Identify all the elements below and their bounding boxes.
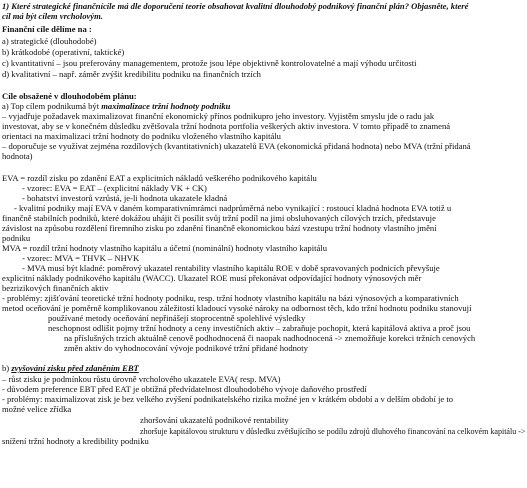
goal-item: a) strategické (dlouhodobé) bbox=[2, 36, 97, 46]
goal-b-emphasis: zvyšování zisku před zdaněním EBT bbox=[11, 363, 139, 373]
mva-sub-item: změn aktiv do vyhodnocování vývoje podnikové tržní přidané hodnoty bbox=[64, 343, 308, 353]
goal-b-line: – růst zisku je podmínkou růstu úrovně vrcholového ukazatele EVA( resp. MVA) bbox=[2, 374, 281, 384]
eva-interpretation-line: - kvalitní podniky mají EVA v daném komparativnímrámci nadprůměrná nebo vynikající : rostoucí kladná hodnota EVA totiž u bbox=[14, 203, 452, 213]
eva-definition: EVA = rozdíl zisku po zdanění EAT a explicitních nákladů veškerého podnikového kapitálu bbox=[2, 173, 317, 183]
goal-item: c) kvantitativní – jsou preferovány managementem, protože jsou lépe objektivně kontrolovatelné a mají výhodu určitosti bbox=[2, 58, 417, 68]
mva-problems-line: metod oceňování je poměrně komplikovanou záležitostí kladoucí vysoké nároky na odbornost těch, kdo tržní hodnotu podniku stanovují bbox=[2, 303, 472, 313]
goal-b-sub-item: zhoršuje kapitálovou strukturu v důsledku zvětšujícího se podílu zdrojů dluhového financování na celkovém kapitálu -> bbox=[140, 426, 526, 436]
mva-positive-line: bezrizikových finančních aktiv bbox=[2, 283, 109, 293]
goal-a-line: orientaci na maximalizaci tržní hodnoty do podniku vloženého vlastního kapitálu bbox=[2, 131, 281, 141]
goal-a-line: hodnota) bbox=[2, 151, 33, 161]
mva-positive-line: explicitní náklady podnikového kapitálu (WACC). Ukazatel ROE musí překonávat odpovídající hodnoty výnosových měr bbox=[2, 273, 422, 283]
goal-b-line: - důvodem preference EBT před EAT je obtížná předvídatelnost dlouhodobého vývoje daňového prostředí bbox=[2, 384, 367, 394]
eva-note: - bohatství investorů vzrůstá, je-li hodnota ukazatele kladná bbox=[22, 193, 228, 203]
mva-sub-item: neschopnost odlišit pojmy tržní hodnoty a ceny investičních aktiv – zabraňuje pochopit, která kapitálová aktiva a proč jsou bbox=[48, 323, 471, 333]
eva-interpretation-line: finančně stabilních podniků, které dokážou uhájit či posílit svůj tržní podíl na jimi obsluhovaných cílových trzích, představuje bbox=[2, 213, 436, 223]
mva-sub-item: používané metody oceňování nepřinášejí stoprocentně spolehlivé výsledky bbox=[48, 313, 306, 323]
goal-b-sub-item: zhoršování ukazatelů podnikové rentability bbox=[140, 415, 289, 425]
mva-positive-line: - MVA musí být kladné: poměrový ukazatel rentability vlastního kapitálu ROE v době spravovaných podnicích převyšuje bbox=[22, 263, 440, 273]
goal-b-prefix: b) bbox=[2, 363, 12, 373]
goal-b-title bbox=[2, 364, 139, 374]
goal-a-line: – vyjadřuje požadavek maximalizovat finanční ekonomický přínos podnikupro jeho investory. Vyjistěm smyslu jde o radu jak bbox=[2, 111, 435, 121]
eva-interpretation-line: podniku bbox=[2, 233, 31, 243]
goal-a-line: – doporučuje se využívat zejména rozdílových (kvantitativních) ukazatelů EVA (ekonomická přidaná hodnota) nebo MVA (tržní přidaná bbox=[2, 141, 471, 151]
goal-a-emphasis: maximalizace tržní hodnoty podniku bbox=[101, 101, 231, 111]
goal-b-last-line: snížení tržní hodnoty a kredibility podniku bbox=[2, 436, 149, 446]
eva-formula: - vzorec: EVA = EAT – (explicitní náklady VK + CK) bbox=[22, 183, 207, 193]
goal-b-line: - problémy: maximalizovat zisk je bez velkého zvýšení podnikatelského rizika možné jen v krátkém období a v delším období je to bbox=[2, 394, 454, 404]
goal-a-prefix: a) Top cílem podnikumá být bbox=[2, 101, 102, 111]
long-term-heading: Cíle obsažené v dlouhodobém plánu: bbox=[2, 91, 137, 101]
eva-interpretation-line: závislost na způsobu rozdělení firemního zisku po zdanění finančně ekonomickou bází vzestupu tržní hodnoty vlastního jmění bbox=[2, 223, 437, 233]
mva-definition: MVA = rozdíl tržní hodnoty vlastního kapitálu a účetní (nominální) hodnoty vlastního kapitálu bbox=[2, 243, 327, 253]
financial-goals-heading: Finanční cíle dělíme na : bbox=[2, 24, 92, 34]
question-line-1: 1) Které strategické finančnícíle má dle doporučení teorie obsahovat kvalitní dlouhodobý podnikový finanční plán? Objasněte, které bbox=[2, 1, 469, 11]
goal-a-line: investovat, aby se v konečném důsledku zvětšovala tržní hodnota portfolia veškerých aktiv investora. V tomto případě to znamená bbox=[2, 121, 451, 131]
mva-problems-line: - problémy: zjišťování teoretické tržní hodnoty podniku, resp. tržní hodnoty vlastního kapitálu na bázi výnosových a komparativních bbox=[2, 293, 459, 303]
question-line-2: cíl má být cílem vrcholovým. bbox=[2, 11, 103, 21]
goal-item: d) kvalitativní – např. záměr zvýšit kredibilitu podniku na finančních trzích bbox=[2, 69, 261, 79]
goal-b-line: možné velice zřídka bbox=[2, 404, 72, 414]
goal-item: b) krátkodobé (operativní, taktické) bbox=[2, 47, 125, 57]
mva-formula: - vzorec: MVA = THVK – NHVK bbox=[22, 253, 140, 263]
mva-sub-item: na příslušných trzích aktuálně cenově podhodnocená či naopak nadhodnocená -> znemožňuje korekci tržních cenových bbox=[64, 333, 476, 343]
